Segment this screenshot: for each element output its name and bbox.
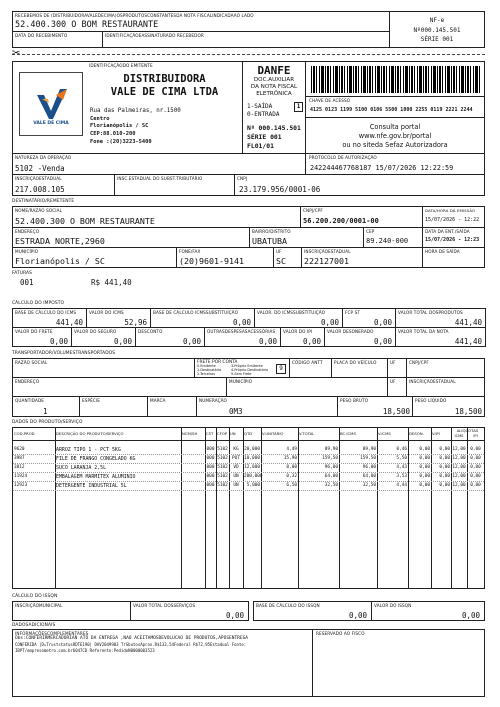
issqn-section: CÁLCULO DO ISSQN xyxy=(12,594,58,599)
exit-date-box xyxy=(422,227,485,248)
recipient-address: ESTRADA NORTE,2960 xyxy=(15,236,105,246)
danfe-page: FL01/01 xyxy=(247,142,274,150)
consult-line3: ou no siteda Sefaz Autorizadora xyxy=(342,141,448,149)
protocol-box xyxy=(305,153,485,175)
recipient-cep-box xyxy=(363,227,423,248)
recipient-section: DESTINATÁRIO/REMETENTE xyxy=(12,199,75,204)
product-cell: 0,00 xyxy=(439,483,450,488)
product-cell: 32,50 xyxy=(362,483,376,488)
emitter-ie-st-label: INSC.ESTADUAL DO SUBST.TRIBUTÁRIO xyxy=(117,176,203,181)
product-cell: 0,00 xyxy=(419,465,430,470)
product-cell: 12,00 xyxy=(452,465,466,470)
product-cell: 000 xyxy=(206,456,215,461)
tax-row1-box-3 xyxy=(254,308,343,328)
emitter-cnpj-box xyxy=(234,174,485,196)
product-cell: 12,00 xyxy=(452,456,466,461)
emission-label: DATA/HORA DA EMISSÃO xyxy=(425,208,476,213)
transport-uf-label: UF xyxy=(390,360,396,365)
freight-opt4: 3-Próprio Emitente xyxy=(231,364,263,368)
product-cell: 200,000 xyxy=(244,474,263,479)
product-cell: POT xyxy=(232,456,240,461)
tax-row2-label-1: VALOR DO SEGURO xyxy=(74,329,117,334)
product-cell: SUCO LARANJA 2,5L xyxy=(56,465,107,471)
issqn-im-box xyxy=(12,601,131,621)
volume-numbering: 0M3 xyxy=(229,407,243,416)
emitter-phone: Fone :(20)3223-5400 xyxy=(90,139,152,145)
stub-received-value: 52.400.300 O BOM RESTAURANTE xyxy=(15,20,159,30)
product-cell: 000 xyxy=(206,447,215,452)
volume-brand-box xyxy=(147,396,197,417)
emitter-cnpj-label: CNPJ xyxy=(237,176,248,181)
product-cell: 6,50 xyxy=(286,483,297,488)
transport-cnpj-box xyxy=(406,358,485,378)
product-cell: 000 xyxy=(206,483,215,488)
tax-row1-box-1 xyxy=(86,308,151,328)
product-cell: KG xyxy=(233,447,239,452)
recipient-name: 52.400.300 O BOM RESTAURANTE xyxy=(15,216,155,226)
product-cell: 0,00 xyxy=(439,465,450,470)
recipient-phone: (20)9601-9141 xyxy=(179,256,244,266)
products-header-cell: V.UNITÁRIO xyxy=(262,431,284,436)
nature-box xyxy=(12,153,306,175)
product-cell: 5,50 xyxy=(396,456,407,461)
danfe-type-box: 1 xyxy=(294,102,303,112)
tax-section: CÁLCULO DO IMPOSTO xyxy=(12,301,65,306)
tax-row2-box-2 xyxy=(135,327,205,347)
emitter-label: IDENTIFICAÇÃODO EMITENTE xyxy=(89,63,153,68)
recipient-uf-label: UF xyxy=(276,249,282,254)
emitter-name-2: VALE DE CIMA LTDA xyxy=(110,86,219,98)
recipient-uf-box xyxy=(273,247,302,268)
tax-row2-label-2: DESCONTO xyxy=(138,329,163,334)
freight-box xyxy=(194,358,290,378)
net-weight-box xyxy=(412,396,485,417)
issqn-total-box xyxy=(130,601,249,621)
stub-nfe-series: SÉRIE 001 xyxy=(420,36,454,43)
volume-qty-box xyxy=(12,396,80,417)
product-cell: 000 xyxy=(206,465,215,470)
invoices-section: FATURAS xyxy=(12,271,33,276)
product-cell: UN xyxy=(233,474,239,479)
volume-numbering-box xyxy=(196,396,338,417)
danfe-sub3: ELETRÔNICA xyxy=(256,91,292,97)
products-section: DADOS DO PRODUTO/SERVIÇO xyxy=(12,420,83,425)
tax-row2-value-5: 0,00 xyxy=(373,337,392,346)
products-header-cell: DESCRIÇÃO DO PRODUTO/SERVIÇO xyxy=(56,431,124,436)
issqn-total: 0,00 xyxy=(225,611,244,620)
products-aliq-sub-header: IPI xyxy=(473,434,478,438)
barcode-box xyxy=(305,61,485,97)
stub-nfe-number: Nº000.145.501 xyxy=(413,27,461,34)
product-cell: 12,00 xyxy=(452,483,466,488)
tax-row1-box-4 xyxy=(342,308,396,328)
antt-box xyxy=(289,358,332,378)
product-row-rule xyxy=(13,463,484,464)
products-header-cell: V.ICMS xyxy=(378,431,391,436)
product-cell: 64,00 xyxy=(324,474,338,479)
tax-row2-box-4 xyxy=(280,327,325,347)
product-cell: DETERGENTE INDUSTRIAL 5L xyxy=(56,483,127,489)
transport-uf2-label: UF xyxy=(390,379,396,384)
product-cell: UN xyxy=(233,483,239,488)
issqn-value: 0,00 xyxy=(461,611,480,620)
transport-ie-box xyxy=(406,377,485,397)
product-cell: 159,50 xyxy=(322,456,338,461)
recipient-ie-box xyxy=(301,247,423,268)
product-cell: 0,00 xyxy=(419,483,430,488)
gross-weight: 18,500 xyxy=(382,407,410,416)
tax-row2-label-5: VALOR DESONERADO xyxy=(327,329,374,334)
access-key: 4125 0123 1199 5100 0106 5500 1000 2255 0119 2221 2244 xyxy=(310,107,473,113)
freight-opt3: 2-Terceiros xyxy=(197,372,216,376)
invoice-number: 001 xyxy=(20,278,34,287)
tax-row1-label-1: VALOR DO ICMS xyxy=(89,310,124,315)
product-row-rule xyxy=(13,472,484,473)
emitter-ie-box xyxy=(12,174,115,196)
product-cell: 3987 xyxy=(14,456,25,461)
tax-row2-value-0: 0,00 xyxy=(49,337,68,346)
tax-row2-value-1: 0,00 xyxy=(113,337,132,346)
recipient-city-box xyxy=(12,247,177,268)
stub-signature-box[interactable] xyxy=(102,31,390,48)
product-cell: ARROZ TIPO 1 - PCT 5KG xyxy=(56,447,121,453)
volume-species-box xyxy=(79,396,148,417)
products-header xyxy=(13,428,484,441)
volume-species-label: ESPÉCIE xyxy=(82,398,100,403)
product-cell: 20,000 xyxy=(244,447,260,452)
stub-nfe-box xyxy=(389,11,485,48)
tax-row1-label-5: VALOR TOTAL DOSPRODUTOS xyxy=(398,310,463,315)
carrier-name-box xyxy=(12,358,195,378)
product-cell: 96,00 xyxy=(362,465,376,470)
tax-row1-box-2 xyxy=(150,308,255,328)
volume-numbering-label: NUMERAÇÃO xyxy=(199,398,227,403)
danfe-entry: 0-ENTRADA xyxy=(247,111,280,118)
issqn-base-label: BASE DE CÁLCULO DO ISSQN xyxy=(256,603,320,608)
products-header-cell: COD.PROD xyxy=(14,431,35,436)
recipient-address-box xyxy=(12,227,250,248)
emitter-box xyxy=(12,61,243,154)
gross-weight-box xyxy=(337,396,413,417)
stub-date-box[interactable] xyxy=(12,31,103,48)
issqn-value-box xyxy=(371,601,485,621)
product-cell: 89,90 xyxy=(324,447,338,452)
issqn-base-box xyxy=(253,601,372,621)
emission-box xyxy=(422,206,485,228)
product-cell: 5102 xyxy=(217,447,228,452)
transport-uf2-box xyxy=(387,377,407,397)
emitter-cnpj-value: 23.179.956/0001-06 xyxy=(239,185,321,194)
plate-box xyxy=(331,358,388,378)
freight-value: 9 xyxy=(276,364,286,374)
product-cell: VD xyxy=(233,465,239,470)
access-key-box xyxy=(305,96,485,118)
emitter-ie-label: INSCRIÇÃOESTADUAL xyxy=(15,176,62,181)
product-cell: 32,50 xyxy=(324,483,338,488)
tax-row1-value-4: 0,00 xyxy=(373,318,392,327)
tax-row1-box-5 xyxy=(395,308,486,328)
nature-label: NATUREZA DA OPERAÇÃO xyxy=(15,155,72,160)
product-cell: 12,00 xyxy=(452,474,466,479)
danfe-sub2: DA NOTA FISCAL xyxy=(250,84,298,90)
volume-qty-label: QUANTIDADE xyxy=(15,398,45,403)
product-cell: 0,00 xyxy=(439,447,450,452)
transport-cnpj-label: CNPJ/CPF xyxy=(409,360,429,365)
tax-row1-value-0: 441,40 xyxy=(55,318,83,327)
product-cell: 12923 xyxy=(14,483,28,488)
tax-row1-label-2: BASE DE CÁLCULO ICMSSUBSTITUIÇÃO xyxy=(153,310,238,315)
product-cell: 5102 xyxy=(217,474,228,479)
recipient-name-label: NOME/RAZÃO SOCIAL xyxy=(15,208,62,213)
product-row-rule xyxy=(13,481,484,482)
product-cell: 89,90 xyxy=(362,447,376,452)
products-header-cell: V.TOTAL xyxy=(299,431,315,436)
plate-label: PLACA DO VEÍCULO xyxy=(334,360,377,365)
danfe-box xyxy=(242,61,306,154)
transport-ie-label: INSCRIÇÃOESTADUAL xyxy=(409,379,456,384)
product-row-rule xyxy=(13,490,484,491)
tax-row1-value-1: 52,96 xyxy=(124,318,147,327)
tax-row1-label-0: BASE DE CÁLCULO DO ICMS xyxy=(15,310,77,315)
emitter-address-2: Centro xyxy=(90,116,110,122)
product-cell: 159,50 xyxy=(360,456,376,461)
danfe-series: SÉRIE 001 xyxy=(247,133,282,141)
recipient-phone-label: FONE/FAX xyxy=(179,249,201,254)
product-cell: 4,43 xyxy=(396,465,407,470)
product-cell: 4,44 xyxy=(396,483,407,488)
invoice-value: R$ 441,40 xyxy=(91,278,132,287)
product-cell: 0,00 xyxy=(439,474,450,479)
emitter-address-1: Rua das Palmeiras, nr.1500 xyxy=(90,108,181,114)
tax-row2-label-3: OUTRASDESPESASACESSÓRIAS xyxy=(207,329,276,334)
logo-text: VALE DE CIMA xyxy=(33,121,69,126)
net-weight: 18,500 xyxy=(454,407,482,416)
tax-row1-label-3: VALOR. DO ICMSSUBSTITUIÇÃO xyxy=(257,310,326,315)
additional-line1: Obs:CONFERIRMERCADORIAN ATO DA ENTREGA ,NAO ACEITAMOSDEVOLUCAO DE PRODUTOS,APOSENTREGA xyxy=(15,636,248,641)
product-cell: 8,46 xyxy=(396,447,407,452)
emission-value: 15/07/2026 - 12:22 xyxy=(425,217,480,223)
district-box xyxy=(249,227,364,248)
product-cell: 8,00 xyxy=(286,465,297,470)
product-cell: 9620 xyxy=(14,447,25,452)
emitter-logo xyxy=(19,72,83,136)
gross-weight-label: PESO BRUTO xyxy=(340,398,369,403)
emitter-cep: CEP:88.010-200 xyxy=(90,131,136,137)
tax-row1-value-3: 0,00 xyxy=(320,318,339,327)
danfe-number: Nº 000.145.501 xyxy=(247,124,301,132)
district-label: BAIRRO/DISTRITO xyxy=(252,229,291,234)
tax-row2-box-1 xyxy=(71,327,136,347)
danfe-sub1: DOC.AUXILIAR xyxy=(253,77,295,83)
product-cell: 64,00 xyxy=(362,474,376,479)
tax-row2-value-6: 441,40 xyxy=(454,337,482,346)
district-value: UBATUBA xyxy=(252,236,287,246)
tax-row2-label-4: VALOR DO IPI xyxy=(283,329,313,334)
issqn-base: 0,00 xyxy=(348,611,367,620)
products-col-line xyxy=(181,428,182,588)
emitter-address-3: Florianópolis / SC xyxy=(90,123,149,129)
transport-address-box xyxy=(12,377,227,397)
product-cell: 0,00 xyxy=(419,474,430,479)
nature-value: 5102 -Venda xyxy=(15,164,65,173)
tax-row2-box-0 xyxy=(12,327,72,347)
transport-city-box xyxy=(226,377,388,397)
product-cell: FILE DE FRANGO CONGELADO KG xyxy=(56,456,136,462)
protocol-label: PROTOCOLO DE AUTORIZAÇÃO xyxy=(309,155,377,160)
recipient-phone-box xyxy=(176,247,274,268)
net-weight-label: PESO LÍQUIDO xyxy=(415,398,447,403)
product-cell: 0,00 xyxy=(470,465,481,470)
carrier-name-label: RAZÃO SOCIAL xyxy=(15,360,48,365)
tax-row1-value-2: 0,00 xyxy=(232,318,251,327)
products-header-cell: UN xyxy=(230,431,236,436)
recipient-city-label: MUNICÍPIO xyxy=(15,249,39,254)
scissors-icon: ✂ xyxy=(12,48,21,59)
recipient-cnpj: 56.200.200/0001-00 xyxy=(303,217,379,225)
exit-time-label: HORA DE SAÍDA xyxy=(425,249,460,254)
products-aliq-sub-header: ICMS xyxy=(454,434,464,438)
transport-city-label: MUNICÍPIO xyxy=(229,379,253,384)
barcode xyxy=(311,66,481,93)
volume-qty: 1 xyxy=(43,407,48,416)
transport-uf-box xyxy=(387,358,407,378)
additional-line3: IBPT/empresometro.com.br6047CD Referente:PedidoN0000003523 xyxy=(15,648,155,653)
exit-time-box xyxy=(422,247,485,268)
product-cell: 0,00 xyxy=(439,456,450,461)
issqn-value-label: VALOR DO ISSQN xyxy=(374,603,412,608)
transport-address-label: ENDEREÇO xyxy=(15,379,40,384)
transport-section: TRANSPORTADOR/VOLUMESTRANSPORTADOS xyxy=(12,351,116,356)
recipient-cep: 89.240-000 xyxy=(366,237,409,245)
product-cell: 11924 xyxy=(14,474,28,479)
tax-row1-label-4: FCP ST xyxy=(345,310,361,315)
freight-label: FRETE POR CONTA xyxy=(197,359,238,364)
reserved-label: RESERVADO AO FISCO xyxy=(316,631,365,636)
product-cell: 3,53 xyxy=(396,474,407,479)
product-cell: 0,00 xyxy=(470,447,481,452)
stub-date-label: DATA DO RECEBIMENTO xyxy=(15,33,68,38)
additional-info-box xyxy=(12,629,313,697)
freight-opt6: 9-Sem Frete xyxy=(231,372,252,376)
product-cell: 5102 xyxy=(217,456,228,461)
emitter-ie-value: 217.008.105 xyxy=(15,185,65,194)
product-cell: 15,90 xyxy=(283,456,297,461)
tax-row2-value-2: 0,00 xyxy=(182,337,201,346)
freight-opt1: 0-Emitente xyxy=(197,364,216,368)
products-header-cell: NCM/SH xyxy=(182,431,198,436)
products-header-cell: CFOP xyxy=(217,431,228,436)
tax-row1-value-5: 441,40 xyxy=(454,318,482,327)
product-cell: 10,000 xyxy=(244,456,260,461)
freight-opt5: 4-Próprio Destinatário xyxy=(231,368,269,372)
product-cell: 12,00 xyxy=(452,447,466,452)
tax-row2-box-5 xyxy=(324,327,396,347)
product-cell: 0,00 xyxy=(419,456,430,461)
danfe-title: DANFE xyxy=(257,64,291,77)
products-header-cell: DESON. xyxy=(409,431,424,436)
product-cell: 0,00 xyxy=(470,483,481,488)
products-header-cell: V.IPI xyxy=(432,431,440,436)
emitter-ie-st-box xyxy=(114,174,235,196)
product-cell: EMBALAGEM MARMITEX ALUMINIO xyxy=(56,474,136,480)
reserved-box xyxy=(312,629,485,697)
stub-received-label: RECEBEMOS DE (DISTRIBUIDORAVALEDECIMA)OSPRODUTOSCONSTANTESDA NOTA FISCALINDICADAAO LADO xyxy=(15,13,254,18)
recipient-city: Florianópolis / SC xyxy=(15,256,105,266)
product-cell: 3812 xyxy=(14,465,25,470)
access-key-label: CHAVE DE ACESSO xyxy=(309,98,351,103)
stub-signature-label: IDENTIFICAÇÃOEASSINATURADO RECEBEDOR xyxy=(105,33,204,38)
issqn-im-label: INSCRIÇÃOMUNICIPAL xyxy=(15,603,63,608)
recipient-cnpj-box xyxy=(300,206,423,228)
consult-line1: Consulta portal xyxy=(369,123,421,131)
product-cell: 0,00 xyxy=(470,474,481,479)
tax-row2-box-3 xyxy=(204,327,281,347)
product-cell: 000 xyxy=(206,474,215,479)
tax-row1-box-0 xyxy=(12,308,87,328)
cut-line xyxy=(12,54,485,55)
additional-line2: CONFERIDA |D=TruststatusRDTE190| DAV2049903 TrSbutosAprox.R$133,54Federal R$72,95Estadual Fonte: xyxy=(15,642,247,647)
recipient-address-label: ENDEREÇO xyxy=(15,229,40,234)
volume-brand-label: MARCA xyxy=(150,398,166,403)
recipient-ie-label: INSCRIÇÃOESTADUAL xyxy=(304,249,351,254)
consult-box xyxy=(305,117,485,154)
stub-received-box xyxy=(12,11,390,32)
additional-section: DADOSADICIONAIS xyxy=(12,623,56,628)
product-cell: 12,000 xyxy=(244,465,260,470)
recipient-name-box xyxy=(12,206,301,228)
recipient-uf: SC xyxy=(276,256,286,266)
product-cell: 0,00 xyxy=(419,447,430,452)
product-row-rule xyxy=(13,454,484,455)
emitter-name-1: DISTRIBUIDORA xyxy=(123,73,206,85)
protocol-value: 242244467768187 15/07/2026 12:22:59 xyxy=(310,164,454,172)
tax-row2-label-6: VALOR TOTAL DA NOTA xyxy=(398,329,449,334)
products-header-cell: QTD xyxy=(244,431,253,436)
product-cell: 5102 xyxy=(217,465,228,470)
product-cell: 0,32 xyxy=(286,474,297,479)
recipient-cep-label: CEP xyxy=(366,229,375,234)
tax-row2-value-3: 0,00 xyxy=(258,337,277,346)
additional-info-label: INFORMAÇÕESCOMPLEMENTARES xyxy=(15,631,89,636)
consult-line2[interactable]: www.nfe.gov.br/portal xyxy=(358,132,432,140)
product-cell: 0,00 xyxy=(470,456,481,461)
tax-row2-value-4: 0,00 xyxy=(302,337,321,346)
danfe-exit: 1-SAÍDA xyxy=(247,103,273,110)
products-header-cell: BC.ICMS xyxy=(340,431,356,436)
tax-row2-box-6 xyxy=(395,327,486,347)
exit-date-label: DATA DA ENT./SAÍDA xyxy=(425,229,470,234)
product-cell: 4,49 xyxy=(286,447,297,452)
tax-row2-label-0: VALOR DO FRETE xyxy=(15,329,53,334)
antt-label: CÓDIGO ANTT xyxy=(292,360,323,365)
products-header-cell: ALÍQUOTAS xyxy=(456,428,479,433)
product-cell: 5,000 xyxy=(246,483,260,488)
issqn-total-label: VALOR TOTAL DOSSERVIÇOS xyxy=(133,603,196,608)
recipient-cnpj-label: CNPJ/CPF xyxy=(303,208,323,213)
products-table-box xyxy=(12,427,485,589)
freight-opt2: 1-Destinatário xyxy=(197,368,222,372)
recipient-ie: 222127001 xyxy=(304,256,349,266)
product-cell: 5102 xyxy=(217,483,228,488)
products-header-cell: CST xyxy=(206,431,214,436)
product-cell: 96,00 xyxy=(324,465,338,470)
stub-nfe-label: NF-e xyxy=(429,17,445,24)
exit-date-value: 15/07/2026 - 12:23 xyxy=(425,237,480,243)
